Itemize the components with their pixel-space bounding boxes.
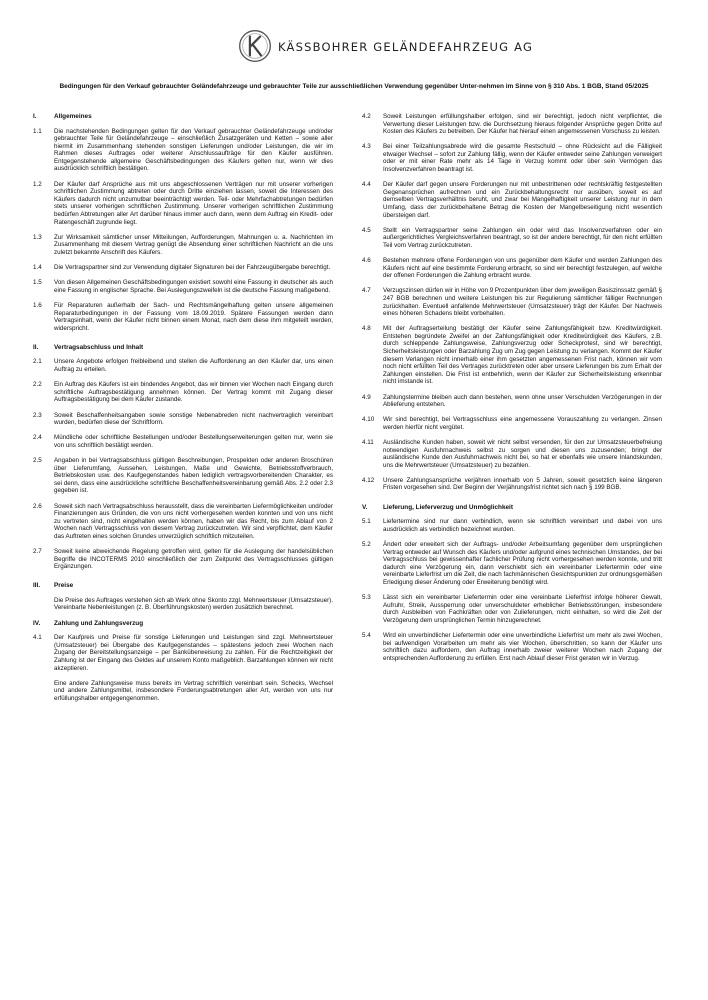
- clause-2-3: 2.3 Soweit Beschaffenheitsangaben sowie sonstige Nebenabreden nicht nachvertraglich vereinbart wurden, bedürfen diese der Schriftform.: [33, 411, 333, 427]
- clause-4-6: 4.6 Bestehen mehrere offene Forderungen von uns gegenüber dem Käufer und werden Zahlungen des Käufers nicht auf eine bestimmte Forderung erbracht, so sind wir berechtigt festzulegen, auf welche der offenen Forderungen die Zahlung erbracht wurde.: [362, 257, 662, 280]
- clause-4-3: 4.3 Bei einer Teilzahlungsabrede wird die gesamte Restschuld – ohne Rücksicht auf die Fälligkeit etwaiger Wechsel – sofort zur Zahlung fällig, wenn der Käufer entweder seine Zahlungen verweigert oder er mit einer Rate mehr als 14 Tage in Verzug kommt oder über sein Vermögen das Insolvenzverfahren beantragt ist.: [362, 143, 662, 174]
- prices-paragraph: Die Preise des Auftrages verstehen sich ab Werk ohne Skonto zzgl. Mehrwertsteuer (Umsatzsteuer). Vereinbarte Nebenleistungen (z. B. Überführungskosten) werden zusätzlich berechnet.: [54, 596, 333, 612]
- clause-4-2: 4.2 Soweit Leistungen erfüllungshalber erfolgen, sind wir berechtigt, jedoch nicht verpflichtet, die Verwertung dieser Leistungen bzw. die Durchsetzung hieraus folgender Ansprüche gegen Dritte auf Kosten des Käufers zu betreiben. Der Käufer hat hierauf einen angemessenen Vorschuss zu leisten.: [362, 113, 662, 136]
- clause-4-10: 4.10 Wir sind berechtigt, bei Vertragsschluss eine angemessene Vorauszahlung zu verlangen. Zinsen werden hierfür nicht vergütet.: [362, 416, 662, 431]
- section-heading: IV. Zahlung und Zahlungsverzug: [33, 619, 144, 627]
- left-column: [33, 113, 333, 710]
- clause-4-8: 4.8 Mit der Auftragserteilung bestätigt der Käufer seine Zahlungsfähigkeit bzw. Kreditwürdigkeit. Entstehen begründete Zweifel an der Zahlungsfähigkeit oder Kreditwürdigkeit des Käufers, z.B. durch schleppende Zahlungsweise, Zahlungsverzug oder Scheckprotest, sind wir berechtigt, Sicherheitsleistungen oder Barzahlung Zug um Zug gegen Leistung zu verlangen. Kommt der Käufer diesem Verlangen nicht innerhalb einer ihm gesetzten angemessenen Frist nach, können wir vom noch nicht erfüllten Teil des Vertrages zurücktreten oder aber unsere Lieferungen bis zum Erhalt der Zahlungen einstellen. Die Frist ist entbehrlich, wenn der Käufer zur Sicherheitsleistung erkennbar nicht imstande ist.: [362, 325, 662, 386]
- company-name: KÄSSBOHRER GELÄNDEFAHRZEUG AG: [278, 40, 534, 54]
- letterhead: [0, 26, 708, 66]
- section-heading: II. Vertragsabschluss und Inhalt: [33, 343, 144, 351]
- clause-4-1: 4.1 Der Kaufpreis und Preise für sonstige Lieferungen und Leistungen sind zzgl. Mehrwertsteuer (Umsatzsteuer) bei Übergabe des Kaufgegenstandes – spätestens jedoch zwei Wochen nach Zugang der Bereitstellungsanzeige – per Banküberweisung zu zahlen. Für die Rechtzeitigkeit der Zahlung ist der Eingang des Geldes auf unserem Konto maßgeblich. Barzahlungen können wir nicht akzeptieren.: [33, 634, 333, 672]
- clause-4-7: 4.7 Verzugszinsen dürfen wir in Höhe von 9 Prozentpunkten über dem jeweiligen Basiszinssatz gemäß § 247 BGB berechnen und weitere Leistungen bis zur Regulierung sämtlicher fälliger Rechnungen zurückhalten. Eventuell anfallende Mehrwertsteuer (Umsatzsteuer) trägt der Käufer. Der Nachweis eines höheren Schadens bleibt vorbehalten.: [362, 287, 662, 318]
- right-column: [362, 113, 662, 670]
- clause-2-6: 2.6 Soweit sich nach Vertragsabschluss herausstellt, dass die vereinbarten Liefermöglichkeiten und/oder Finanzierungen aus Gründen, die von uns nicht vorhergesehen werden konnten und von uns nicht zu vertreten sind, nicht eingehalten werden können, haben wir das Recht, bis zum Ablauf von 2 Wochen nach Vertragsschluss von diesem Vertrag zurückzutreten. Wir sind verpflichtet, dem Käufer das Auftreten eines solchen Grundes unverzüglich schriftlich mitzuteilen.: [33, 502, 333, 540]
- section-heading: V. Lieferung, Lieferverzug und Unmöglichkeit: [362, 503, 513, 511]
- clause-5-2: 5.2 Ändert oder erweitert sich der Auftrags- und/oder Arbeitsumfang gegenüber dem ursprünglichen Vertrag entweder auf Wunsch des Käufers und/oder aufgrund eines technischen Umstandes, der bei Vertragsschluss bei gewissenhafter fachlicher Prüfung nicht vorhergesehen werden konnte, und tritt dadurch eine Verzögerung ein, dann verschiebt sich ein vereinbarter Liefertermin oder eine vereinbarte Lieferfrist um die Zeit, die nach fachmännischen Gesichtspunkten zur ordnungsgemäßen Erledigung dieser Änderung oder Erweiterung benötigt wird.: [362, 540, 662, 586]
- clause-2-2: 2.2 Ein Auftrag des Käufers ist ein bindendes Angebot, das wir binnen vier Wochen nach Eingang durch schriftliche Auftragsbestätigung annehmen können. Der Vertrag kommt mit Zugang dieser Auftragsbestätigung bei dem Käufer zustande.: [33, 381, 333, 404]
- clause-1-3: 1.3 Zur Wirksamkeit sämtlicher unser Mitteilungen, Aufforderungen, Mahnungen u. a. Nachrichten im Zusammenhang mit diesem Vertrag genügt die Absendung einer schriftlichen Nachricht an die uns zuletzt bekannte Anschrift des Käufers.: [33, 233, 333, 256]
- clause-1-2: 1.2 Der Käufer darf Ansprüche aus mit uns abgeschlossenen Verträgen nur mit unserer vorherigen schriftlichen Zustimmung abtreten oder durch Dritte einziehen lassen, soweit die Interessen des Käufers dadurch nicht unzumutbar beeinträchtigt werden. Teil- oder Mehrfachabtretungen bedürfen stets unserer vorherigen schriftlichen Zustimmung. Unserer vorherigen schriftlichen Zustimmung bedürfen Abtretungen aller Art darüber hinaus immer auch dann, wenn dem Auftrag ein Kredit- oder Ratengeschäft zugrunde liegt.: [33, 180, 333, 226]
- clause-4-12: 4.12 Unsere Zahlungsansprüche verjähren innerhalb von 5 Jahren, soweit gesetzlich keine längeren Fristen vorgesehen sind. Der Beginn der Verjährungsfrist richtet sich nach § 199 BGB.: [362, 476, 662, 492]
- clause-1-4: 1.4 Die Vertragspartner sind zur Verwendung digitaler Signaturen bei der Fahrzeugübergabe berechtigt.: [33, 264, 331, 272]
- clause-2-5: 2.5 Angaben in bei Vertragsabschluss gültigen Beschreibungen, Prospekten oder anderen Broschüren über Lieferumfang, Aussehen, Leistungen, Maße und Gewichte, Betriebsstoffverbrauch, Betriebskosten usw. des Kaufgegenstandes haben lediglich vertragsvorbereitenden Charakter, es sei denn, dass eine ausdrückliche schriftliche Beschaffenheitsvereinbarung gemäß Abs. 2.2 oder 2.3 gegeben ist.: [33, 457, 333, 495]
- clause-1-6: 1.6 Für Reparaturen außerhalb der Sach- und Rechtsmängelhaftung gelten unsere allgemeinen Reparaturbedingungen in der Fassung vom 18.09.2019. Spätere Fassungen werden dann Vertragsinhalt, wenn der Käufer nicht binnen einem Monat, nach dem diese ihm mitgeteilt werden, widerspricht.: [33, 301, 333, 332]
- clause-4-4: 4.4 Der Käufer darf gegen unsere Forderungen nur mit unbestrittenen oder rechtskräftig festgestellten Gegenansprüchen aufrechnen und ein Zurückbehaltungsrecht nur ausüben, soweit es auf demselben Vertragsverhältnis beruht, und zwar bei Mangelhaftigkeit unserer Leistung nur in dem Umfang, dass der zurückbehaltene Betrag die Kosten der Mangelbeseitigung nicht wesentlich übersteigen darf.: [362, 181, 662, 219]
- clause-4-9: 4.9 Zahlungstermine bleiben auch dann bestehen, wenn ohne unser Verschulden Verzögerungen in der Ablieferung entstehen.: [362, 393, 662, 409]
- clause-1-1: 1.1 Die nachstehenden Bedingungen gelten für den Verkauf gebrauchter Geländefahrzeuge und/oder gebrauchter Teile für Geländefahrzeuge – einschließlich Zusatzgeräten und Ketten – sowie aller hiermit im Zusammenhang stehenden sonstigen Lieferungen und/oder Leistungen, die wir im Rahmen dieses Auftrages oder weiterer Anschlussaufträge für den Käufer ausführen. Entgegenstehende allgemeine Geschäftsbedingungen des Käufers gelten nur, wenn wir dies ausdrücklich schriftlich bestätigen.: [33, 127, 333, 173]
- section-heading: III. Preise: [33, 582, 74, 590]
- section-heading: I. Allgemeines: [33, 113, 92, 120]
- clause-2-1: 2.1 Unsere Angebote erfolgen freibleibend und stellen die Aufforderung an den Käufer dar, uns einen Auftrag zu erteilen.: [33, 358, 333, 374]
- clause-4-1-continued: Eine andere Zahlungsweise muss bereits im Vertrag schriftlich vereinbart sein. Schecks, Wechsel und andere Zahlungsmittel, insbesondere Forderungsabtretungen aller Art, werden von uns nur erfüllungshalber entgegengenommen.: [54, 679, 333, 702]
- clause-5-4: 5.4 Wird ein unverbindlicher Liefertermin oder eine unverbindliche Lieferfrist um mehr als zwei Wochen, bei aufwendigen Vorarbeiten um mehr als vier Wochen, überschritten, so kann der Käufer uns schriftlich dazu auffordern, den Auftrag innerhalb zweier weiterer Wochen nach Zugang der entsprechenden Aufforderung zu erfüllen. Erst nach Ablauf dieser Frist geraten wir in Verzug.: [362, 631, 662, 662]
- clause-2-4: 2.4 Mündliche oder schriftliche Bestellungen und/oder Bestellungserweiterungen gelten nur, wenn sie von uns schriftlich bestätigt werden.: [33, 434, 333, 449]
- clause-4-5: 4.5 Stellt ein Vertragspartner seine Zahlungen ein oder wird das Insolvenzverfahren oder ein außergerichtliches Vergleichsverfahren beantragt, so ist der andere berechtigt, für den nicht erfüllten Teil vom Vertrag zurückzutreten.: [362, 226, 662, 249]
- clause-1-5: 1.5 Von diesen Allgemeinen Geschäftsbedingungen existiert sowohl eine Fassung in deutscher als auch eine Fassung in englischer Sprache. Bei Auslegungszweifeln ist die deutsche Fassung maßgebend.: [33, 279, 333, 294]
- kaessbohrer-k-emblem-icon: [238, 29, 272, 63]
- document-title: Bedingungen für den Verkauf gebrauchter Geländefahrzeuge und gebrauchter Teile zur ausschließlichen Verwendung gegenüber Unter-nehmen im Sinne von § 310 Abs. 1 BGB, Stand 05/2025: [59, 83, 649, 90]
- clause-5-1: 5.1 Liefertermine sind nur dann verbindlich, wenn sie schriftlich vereinbart und dabei von uns ausdrücklich als verbindlich bezeichnet wurden.: [362, 518, 662, 533]
- clause-4-11: 4.11 Ausländische Kunden haben, soweit wir nicht selbst versenden, für den zur Umsatzsteuerbefreiung notwendigen Ausfuhrnachweis selbst zu sorgen und diesen uns zuzusenden; bringt der ausländische Kunde den Ausfuhrnachweis nicht bei, so hat er ebenfalls wie unsere Inlandskunden, uns die Mehrwertsteuer (Umsatzsteuer) zu bezahlen.: [362, 439, 662, 469]
- clause-5-3: 5.3 Lässt sich ein vereinbarter Liefertermin oder eine vereinbarte Lieferfrist infolge höherer Gewalt, Aufruhr, Streik, Aussperrung oder unverschuldeter erheblicher Betriebsstörungen, insbesondere durch Ausbleiben von Fachkräften oder von Zulieferungen, nicht einhalten, so wird die Zeit der Verzögerung dem ursprünglichen Termin hinzugerechnet.: [362, 594, 662, 624]
- clause-2-7: 2.7 Soweit keine abweichende Regelung getroffen wird, gelten für die Auslegung der handelsüblichen Begriffe die INCOTERMS 2010 einschließlich der zum Zeitpunkt des Vertragsschlusses gültigen Ergänzungen.: [33, 547, 333, 571]
